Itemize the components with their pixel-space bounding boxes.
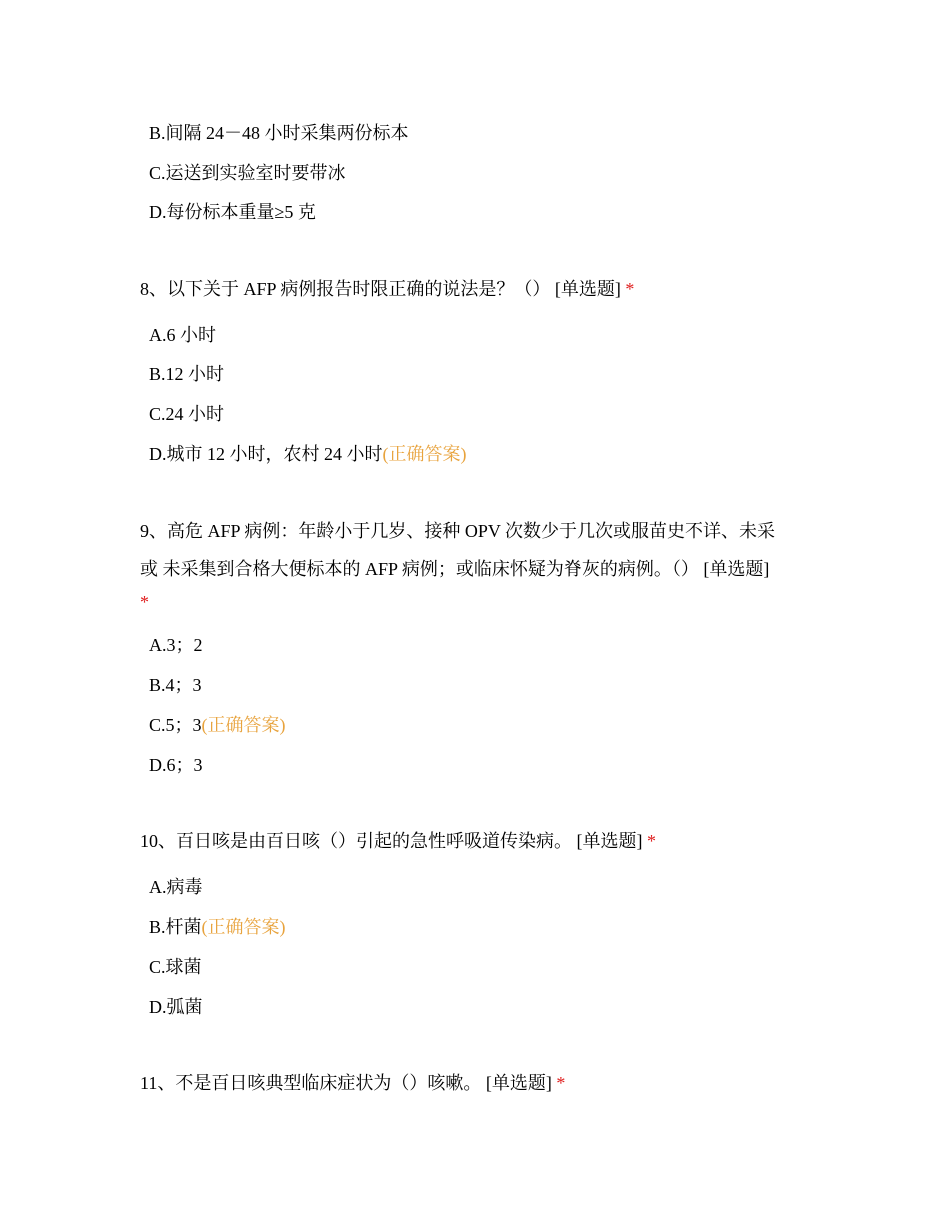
option-text: C.5；3 xyxy=(149,715,202,735)
q9-option-b xyxy=(149,673,202,697)
q10-option-b xyxy=(149,915,286,939)
q9-option-a xyxy=(149,633,203,657)
option-text: D.6；3 xyxy=(149,755,203,775)
correct-answer-mark: (正确答案) xyxy=(201,917,286,937)
required-marker: * xyxy=(647,831,656,851)
q8-option-b xyxy=(149,362,224,386)
question-text: 10、百日咳是由百日咳（）引起的急性呼吸道传染病。 [单选题] xyxy=(140,831,643,851)
question-8-title xyxy=(140,277,634,301)
question-10-title xyxy=(140,829,656,853)
question-11-title xyxy=(140,1071,565,1095)
option-text: C.24 小时 xyxy=(149,404,225,424)
q10-option-c xyxy=(149,955,202,979)
question-text: 或 未采集到合格大便标本的 AFP 病例；或临床怀疑为脊灰的病例。（） [单选题] xyxy=(140,559,770,579)
q8-option-d xyxy=(149,442,467,466)
required-marker: * xyxy=(140,592,149,612)
option-text: A.3；2 xyxy=(149,635,203,655)
q9-option-c xyxy=(149,713,286,737)
prev-option-b xyxy=(149,121,409,145)
option-text: D.城市 12 小时，农村 24 小时 xyxy=(149,444,383,464)
q10-option-a xyxy=(149,875,203,899)
question-9-title-line2 xyxy=(140,557,769,581)
option-text: A.病毒 xyxy=(149,877,203,897)
question-text: 11、不是百日咳典型临床症状为（）咳嗽。 [单选题] xyxy=(140,1073,552,1093)
correct-answer-mark: (正确答案) xyxy=(382,444,467,464)
option-text: B.12 小时 xyxy=(149,364,225,384)
q10-option-d xyxy=(149,995,203,1019)
option-text: D.每份标本重量≥5 克 xyxy=(149,202,316,222)
option-text: B.间隔 24－48 小时采集两份标本 xyxy=(149,123,409,143)
required-marker: * xyxy=(625,279,635,299)
prev-option-d xyxy=(149,200,316,224)
question-9-title-line1 xyxy=(140,519,775,543)
correct-answer-mark: (正确答案) xyxy=(201,715,286,735)
option-text: B.杆菌 xyxy=(149,917,202,937)
q8-option-c xyxy=(149,402,224,426)
question-9-required xyxy=(140,590,149,614)
option-text: C.运送到实验室时要带冰 xyxy=(149,163,346,183)
question-text: 8、以下关于 AFP 病例报告时限正确的说法是？（） [单选题] xyxy=(140,279,621,299)
option-text: C.球菌 xyxy=(149,957,202,977)
option-text: D.弧菌 xyxy=(149,997,203,1017)
q8-option-a xyxy=(149,323,216,347)
prev-option-c xyxy=(149,161,346,185)
option-text: A.6 小时 xyxy=(149,325,216,345)
question-text: 9、高危 AFP 病例：年龄小于几岁、接种 OPV 次数少于几次或服苗史不详、未采 xyxy=(140,521,776,541)
option-text: B.4；3 xyxy=(149,675,202,695)
q9-option-d xyxy=(149,753,203,777)
required-marker: * xyxy=(556,1073,566,1093)
